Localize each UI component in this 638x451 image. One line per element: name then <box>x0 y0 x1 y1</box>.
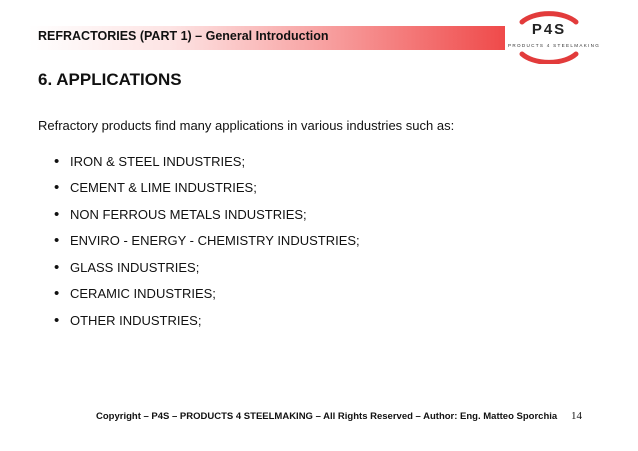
bullet-icon: • <box>54 258 60 276</box>
section-heading: 6. APPLICATIONS <box>38 70 182 89</box>
list-item-label: CERAMIC INDUSTRIES; <box>70 286 216 302</box>
list-item-label: IRON & STEEL INDUSTRIES; <box>70 153 246 169</box>
list-item <box>54 254 360 281</box>
page-number: 14 <box>571 410 582 422</box>
list-item <box>54 175 360 202</box>
industries-list <box>54 148 360 334</box>
list-item <box>54 148 360 175</box>
list-item-label: NON FERROUS METALS INDUSTRIES; <box>70 206 307 222</box>
list-item <box>54 281 360 308</box>
logo-main-text: P4S <box>531 21 567 38</box>
list-item-label: ENVIRO - ENERGY - CHEMISTRY INDUSTRIES; <box>70 233 360 249</box>
bullet-icon: • <box>54 179 60 197</box>
bullet-icon: • <box>54 205 60 223</box>
bullet-icon: • <box>54 311 60 329</box>
bullet-icon: • <box>54 152 60 170</box>
list-item-label: CEMENT & LIME INDUSTRIES; <box>70 180 257 196</box>
bullet-icon: • <box>54 232 60 250</box>
logo-subtitle: PRODUCTS 4 STEELMAKING <box>508 43 601 48</box>
slide-header-title: REFRACTORIES (PART 1) – General Introduction <box>38 29 329 43</box>
list-item <box>54 307 360 334</box>
list-item-label: OTHER INDUSTRIES; <box>70 312 202 328</box>
bullet-icon: • <box>54 285 60 303</box>
copyright-footer: Copyright – P4S – PRODUCTS 4 STEELMAKING – All Rights Reserved – Author: Eng. Matteo Sporchia <box>96 411 558 422</box>
p4s-logo <box>508 10 601 64</box>
list-item-label: GLASS INDUSTRIES; <box>70 259 200 275</box>
list-item <box>54 201 360 228</box>
list-item <box>54 228 360 255</box>
intro-text: Refractory products find many applications in various industries such as: <box>38 118 455 133</box>
